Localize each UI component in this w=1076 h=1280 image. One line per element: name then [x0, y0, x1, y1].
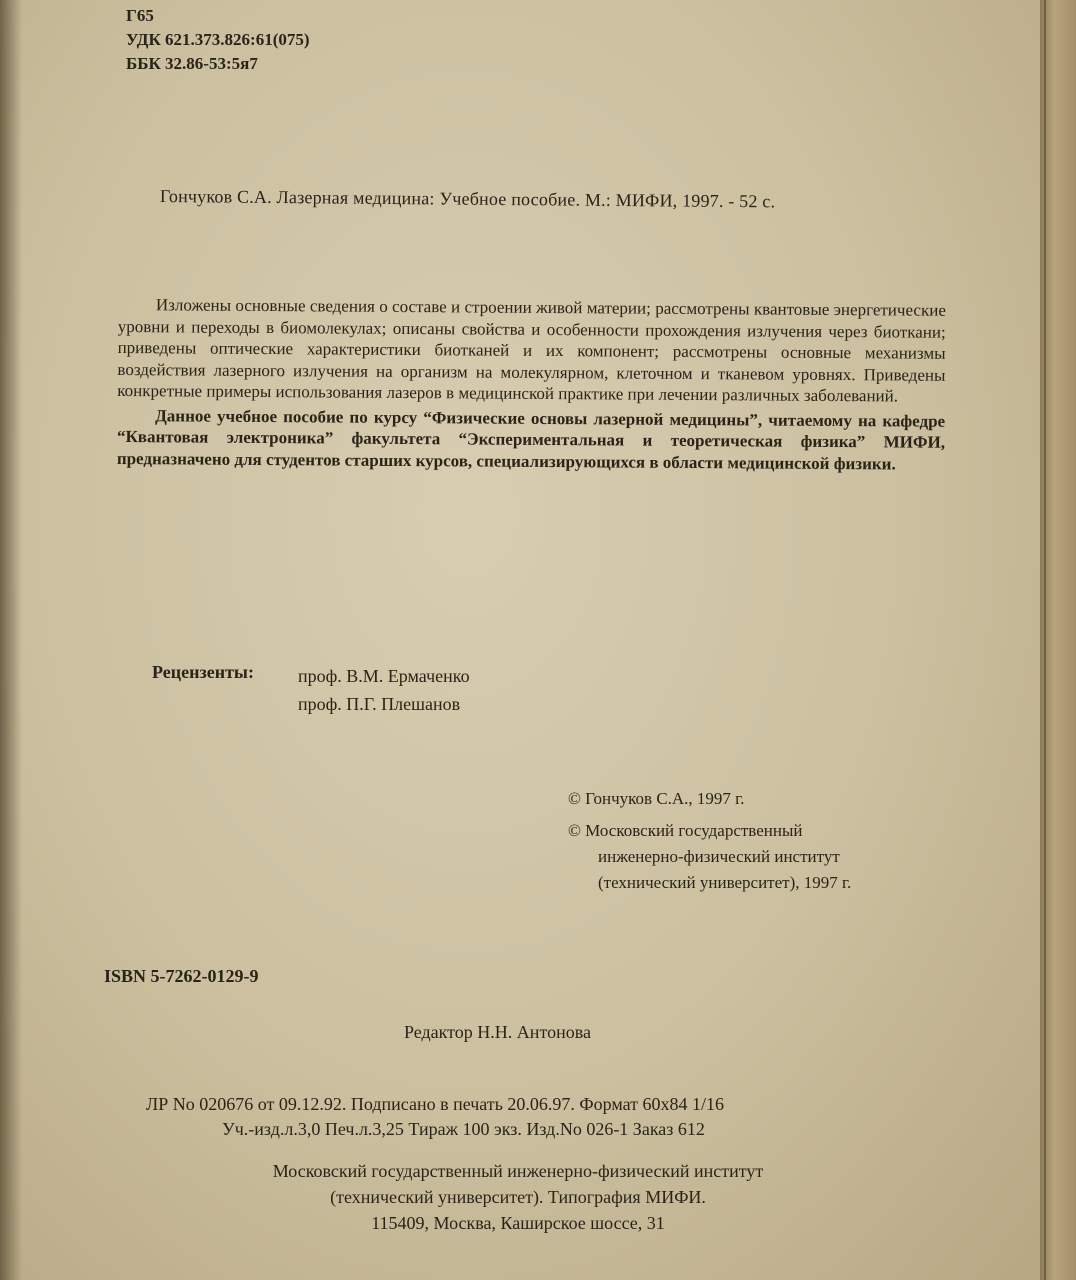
copyright-institute-line-1: © Московский государственный [568, 821, 803, 840]
udk-code: УДК 621.373.826:61(075) [126, 30, 310, 49]
copyright-block [568, 786, 851, 896]
copyright-institute-line-2: инженерно-физический институт [598, 847, 840, 866]
abstract-paragraph-1: Изложены основные сведения о составе и строении живой материи; рассмотрены квантовые энергетические уровни и переходы в биомолекулах; описаны свойства и особенности прохождения излучения через биоткани; приведены оптические характеристики биотканей и их компонент; рассмотрены основные механизмы воздействия лазерного излучения на организм на молекулярном, клеточном и тканевом уровнях. Приведены конкретные примеры использования лазеров в медицинской практике при лечении различных заболеваний. [117, 295, 946, 406]
reviewers-list [298, 662, 470, 718]
binding-shadow [0, 0, 22, 1280]
license-line-2: Уч.-изд.л.3,0 Печ.л.3,25 Тираж 100 экз. Изд.No 026-1 Заказ 612 [222, 1119, 705, 1139]
series-code: Г65 [126, 6, 154, 25]
print-license [146, 1092, 724, 1142]
reviewers-label: Рецензенты: [152, 662, 254, 682]
reviewer-2: проф. П.Г. Плешанов [298, 694, 461, 714]
abstract [117, 294, 946, 475]
page-edge-line [1044, 0, 1046, 1280]
license-line-1: ЛР No 020676 от 09.12.92. Подписано в печать 20.06.97. Формат 60х84 1/16 [146, 1094, 725, 1114]
abstract-paragraph-2: Данное учебное пособие по курсу “Физические основы лазерной медицины”, читаемому на кафедре “Квантовая электроника” факультета “Экспериментальная и теоретическая физика” МИФИ, предназначено для студентов старших курсов, специализирующихся в области медицинской физики. [116, 405, 946, 473]
bbk-code: ББК 32.86-53:5я7 [126, 54, 258, 73]
editor-credit: Редактор Н.Н. Антонова [404, 1022, 591, 1042]
isbn: ISBN 5-7262-0129-9 [104, 966, 259, 986]
publisher-line-2: (технический университет). Типография МИФИ. [330, 1187, 706, 1207]
publisher-line-3: 115409, Москва, Каширское шоссе, 31 [371, 1213, 665, 1233]
classification-codes [126, 4, 310, 76]
bibliographic-citation: Гончуков С.А. Лазерная медицина: Учебное пособие. М.: МИФИ, 1997. - 52 с. [159, 186, 776, 212]
publisher-line-1: Московский государственный инженерно-физический институт [272, 1161, 764, 1181]
publisher-imprint [198, 1158, 838, 1236]
copyright-author: © Гончуков С.А., 1997 г. [568, 789, 745, 808]
reviewer-1: проф. В.М. Ермаченко [298, 666, 470, 686]
copyright-institute-line-3: (технический университет), 1997 г. [598, 873, 852, 892]
